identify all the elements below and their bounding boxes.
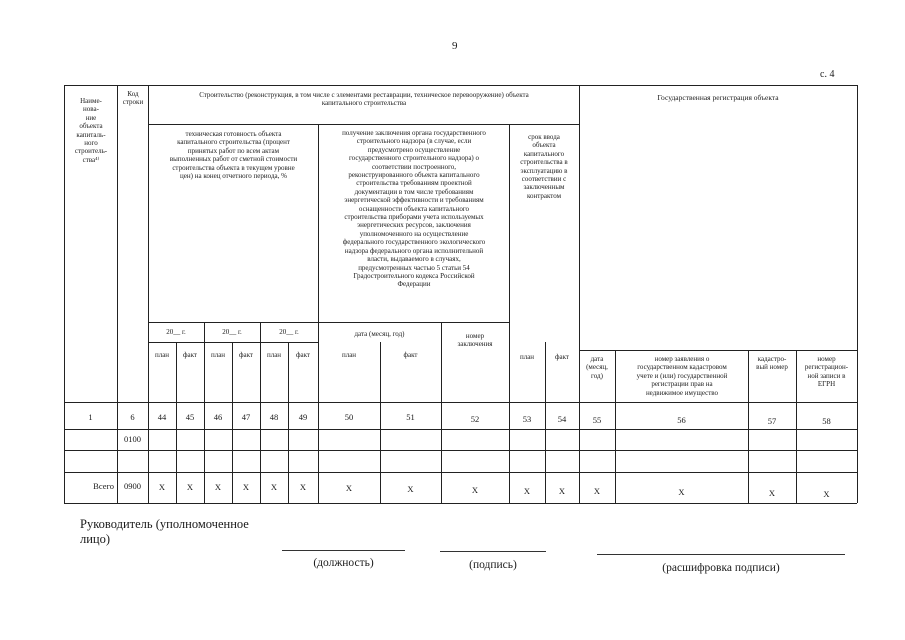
signature-label: (подпись) <box>469 559 517 571</box>
header-fact: факт <box>182 351 197 359</box>
col-num: 50 <box>344 412 354 422</box>
total-mark: X <box>678 487 685 497</box>
col-num: 1 <box>88 412 93 422</box>
total-mark: X <box>214 482 222 492</box>
col-num: 54 <box>557 414 567 424</box>
total-mark: X <box>523 486 531 496</box>
header-registration-number: номер регистрацион- ной записи в ЕГРН <box>804 355 849 389</box>
col-num: 53 <box>522 414 532 424</box>
col-num: 47 <box>241 412 251 422</box>
col-num: 58 <box>822 416 831 426</box>
header-construction: Строительство (реконструкция, в том числе с элементами реставрации, техническое перевооружение) объекта капитального строительства <box>199 91 529 108</box>
total-mark: X <box>158 482 166 492</box>
total-mark: X <box>299 482 307 492</box>
header-object-name: Наиме- нова- ние объекта капиталь- ного строитель- ства⁴⁾ <box>74 97 108 164</box>
header-conclusion: получение заключения органа государственного строительного надзора (в случае, если предусмотрено осуществление государственного строительного надзора) о соответствии построенного, реконструированного объекта капитального строительства требованиям проектной документации в том числе требованиям энергетической эффективности и требованиям оснащенности объекта капитального строительства приборами учета используемых энергетических ресурсов, заключения уполномоченного на осуществление федерального государственного экологического надзора федерального органа исполнительной власти, выдаваемого в случаях, предусмотренных частью 5 статьи 54 Градостроительного кодекса Российской Федерации <box>342 129 486 289</box>
header-conclusion-number: номер заключения <box>457 332 493 349</box>
head-label: Руководитель (уполномоченное лицо) <box>80 517 249 546</box>
total-mark: X <box>471 485 479 495</box>
header-year-3: 20__ г. <box>279 328 299 336</box>
col-num: 45 <box>185 412 195 422</box>
decode-line <box>597 554 845 555</box>
col-num: 56 <box>677 415 686 425</box>
col-num: 48 <box>269 412 279 422</box>
col-num: 52 <box>470 414 480 424</box>
header-plan: план <box>266 351 282 359</box>
total-mark: X <box>270 482 278 492</box>
header-reg-application: номер заявления о государственном кадастровом учете и (или) государственной регистрации прав на недвижимое имущество <box>636 355 728 397</box>
header-fact: факт <box>403 351 418 359</box>
decode-label: (расшифровка подписи) <box>662 562 780 574</box>
total-mark: X <box>345 483 353 493</box>
total-mark: X <box>593 486 601 496</box>
header-fact: факт <box>554 353 569 361</box>
header-fact: факт <box>295 351 310 359</box>
header-deadline: срок ввода объекта капитального строительства в эксплуатацию в соответствии с заключенным контрактом <box>520 133 568 200</box>
header-plan: план <box>341 351 357 359</box>
header-plan: план <box>154 351 170 359</box>
page-number: 9 <box>452 40 458 52</box>
header-cadastral-number: кадастро- вый номер <box>756 355 788 372</box>
header-reg-date: дата (месяц, год) <box>586 355 608 380</box>
header-fact: факт <box>238 351 253 359</box>
total-label: Всего <box>93 481 114 491</box>
col-num: 49 <box>298 412 308 422</box>
total-mark: X <box>242 482 250 492</box>
signature-line <box>440 551 546 552</box>
header-plan: план <box>210 351 226 359</box>
row-code: 0100 <box>124 434 141 444</box>
header-readiness: техническая готовность объекта капитального строительства (процент принятых работ по всем актам выполненных работ от сметной стоимости строительства объекта в текущем уровне цен) на конец отчетного периода, % <box>169 130 298 181</box>
total-mark: X <box>823 489 830 499</box>
header-row-code: Код строки <box>122 90 144 107</box>
position-label: (должность) <box>313 557 374 569</box>
header-year-2: 20__ г. <box>222 328 242 336</box>
sheet-number: с. 4 <box>820 69 835 80</box>
col-num: 6 <box>130 412 135 422</box>
header-plan: план <box>519 353 535 361</box>
total-mark: X <box>407 484 414 494</box>
header-year-1: 20__ г. <box>166 328 186 336</box>
col-num: 57 <box>767 416 777 426</box>
total-mark: X <box>558 486 566 496</box>
total-mark: X <box>768 488 776 498</box>
col-num: 55 <box>592 415 602 425</box>
total-code: 0900 <box>124 481 141 491</box>
col-num: 46 <box>213 412 223 422</box>
col-num: 51 <box>406 412 415 422</box>
header-date: дата (месяц, год) <box>354 330 405 338</box>
header-registration: Государственная регистрация объекта <box>657 93 779 102</box>
total-mark: X <box>186 482 194 492</box>
col-num: 44 <box>157 412 167 422</box>
position-line <box>282 550 405 551</box>
